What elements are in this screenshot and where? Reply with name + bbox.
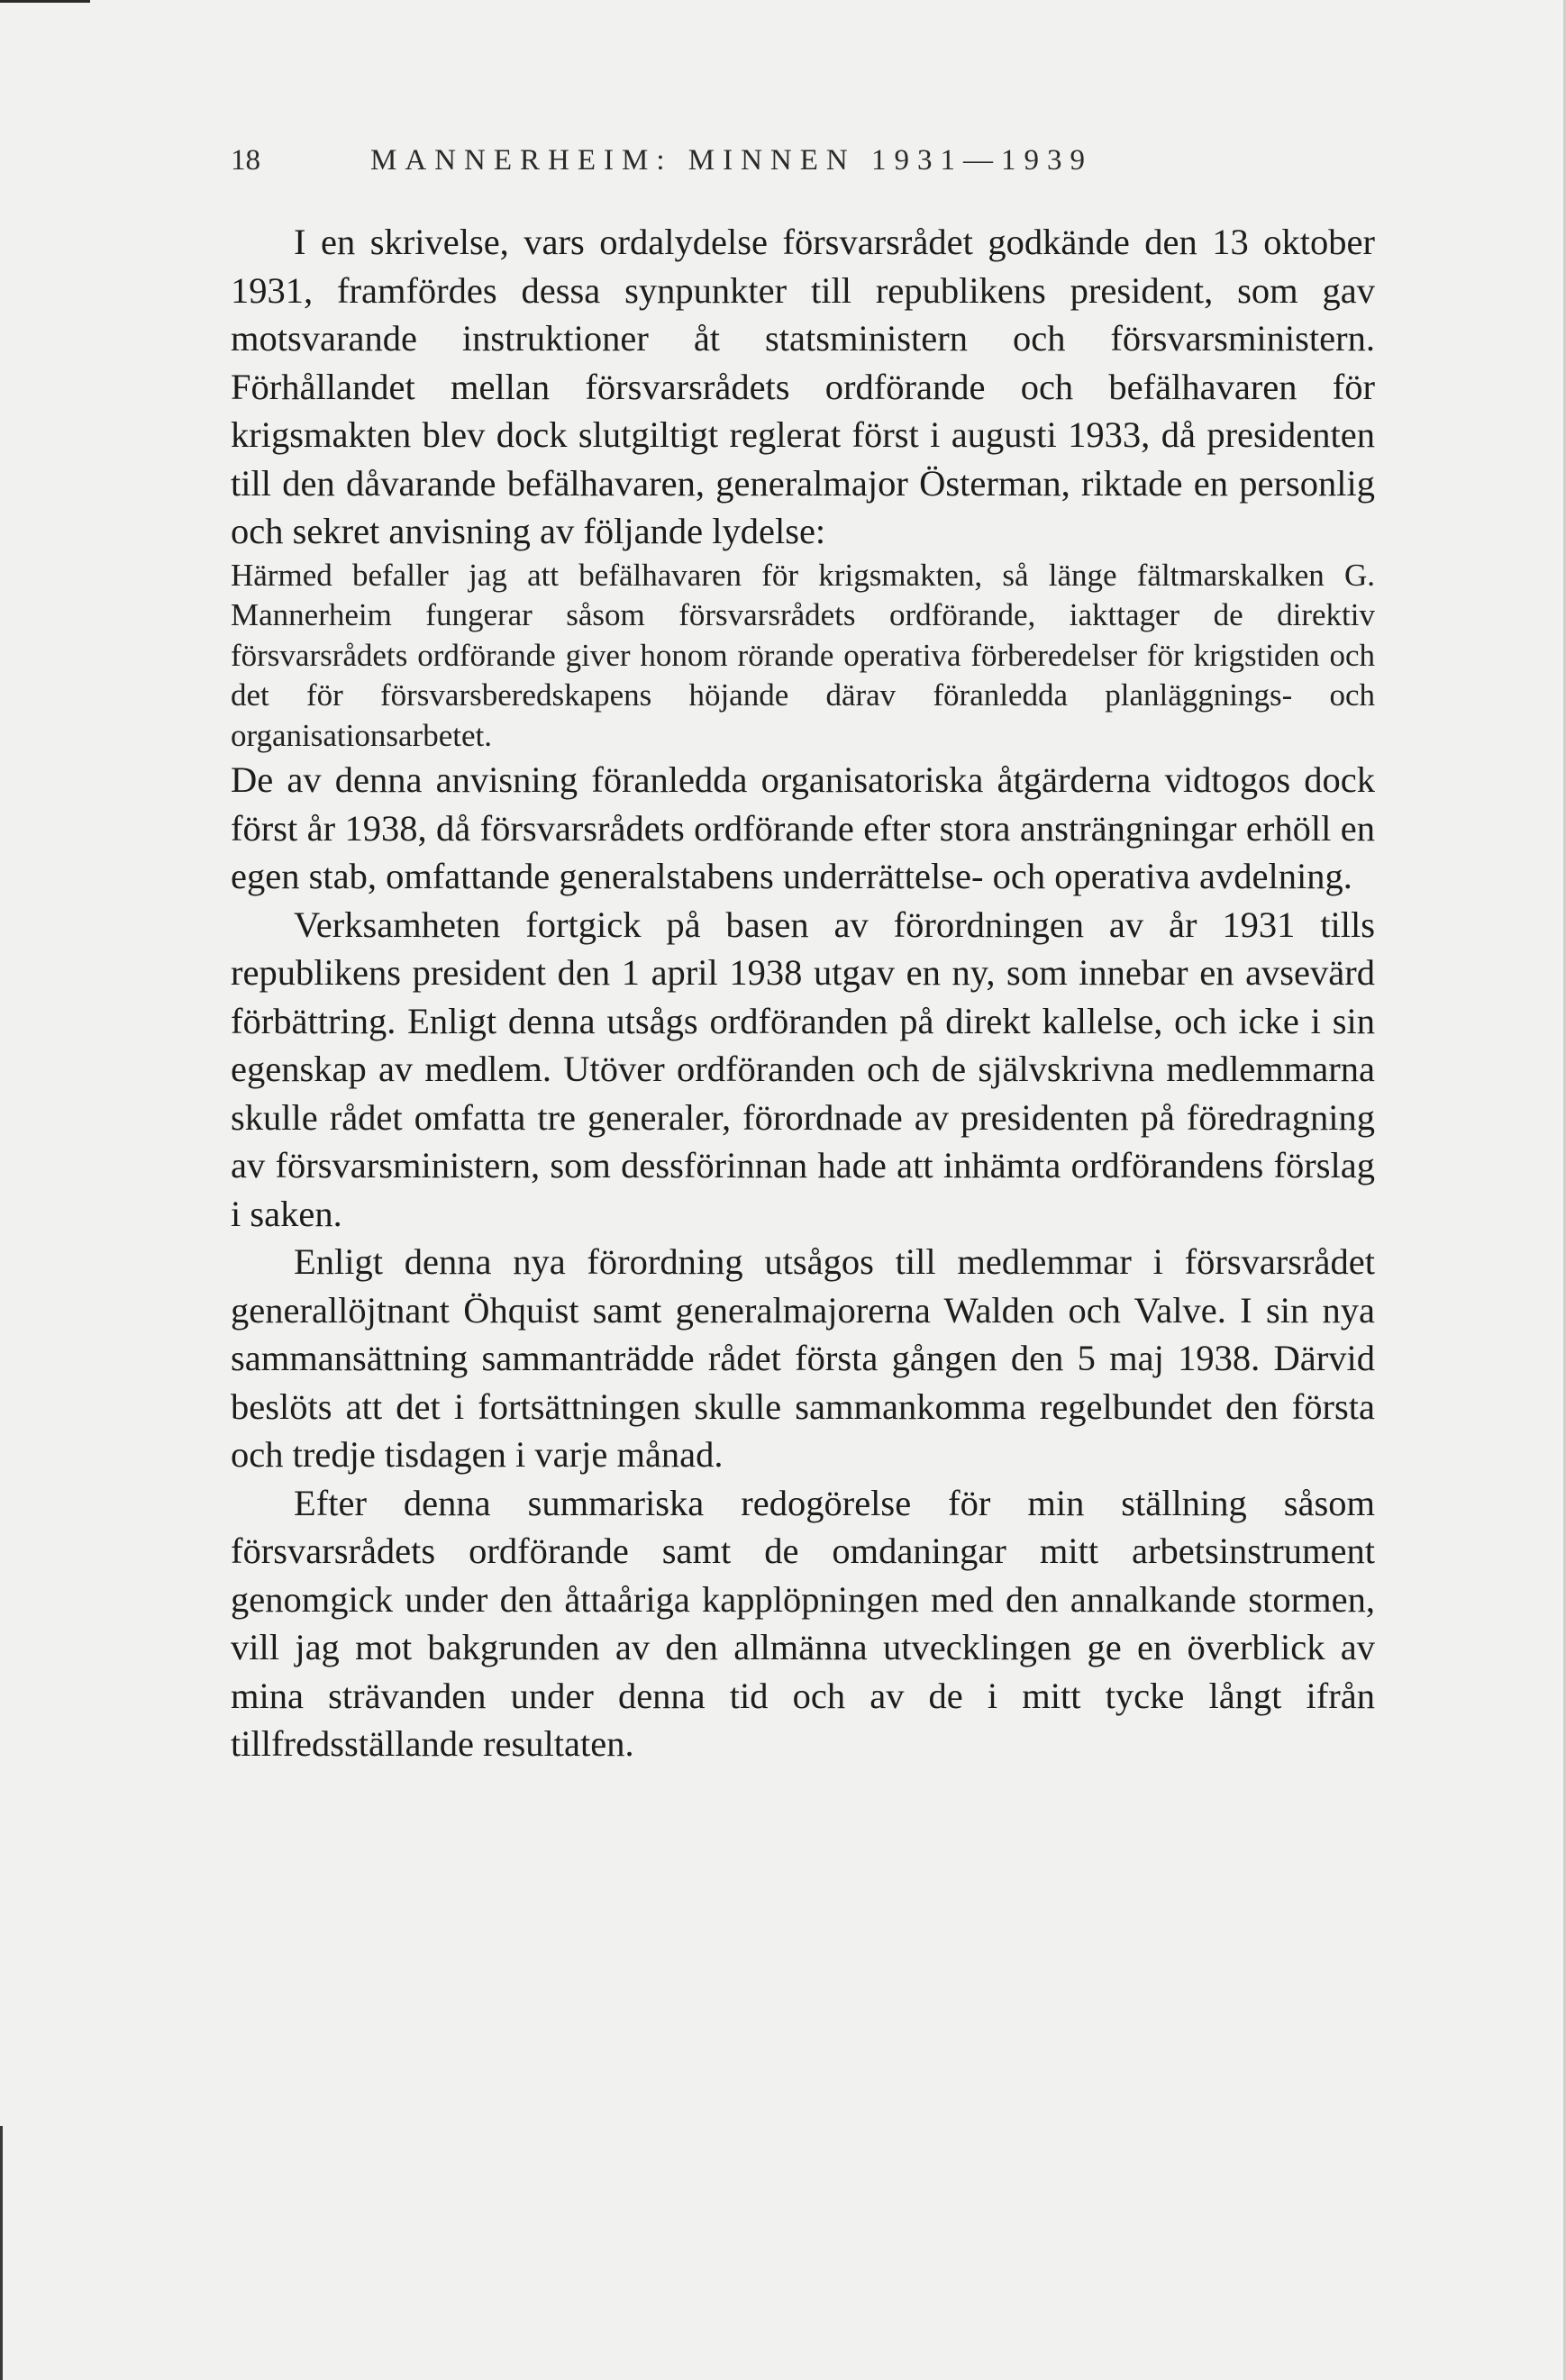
scan-edge-left [0,2126,3,2380]
paragraph-1: I en skrivelse, vars ordalydelse försvarsrådet godkände den 13 oktober 1931, framfördes dessa synpunkter till republikens president, som gav motsvarande instruktioner åt statsministern och försvarsministern. Förhållandet mellan försvarsrådets ordförande och befälhavaren för krigsmakten blev dock slutgiltigt reglerat först i augusti 1933, då presidenten till den dåvarande befälhavaren, generalmajor Österman, riktade en personlig och sekret anvisning av följande lydelse: [231,222,1375,551]
scan-edge-top [0,0,90,3]
paragraph-4: Enligt denna nya förordning utsågos till medlemmar i försvarsrådet generallöjtnant Öhquist samt generalmajorerna Walden och Valve. I sin nya sammansättning sammanträdde rådet första gången den 5 maj 1938. Därvid beslöts att det i fortsättningen skulle sammankomma regelbundet den första och tredje tisdagen i varje månad. [231,1241,1375,1475]
body-text [231,218,1375,1768]
running-head-title: MANNERHEIM: MINNEN 1931—1939 [370,144,1093,177]
paragraph-3: Verksamheten fortgick på basen av förordningen av år 1931 tills republikens president den 1 april 1938 utgav en ny, som innebar en avsevärd förbättring. Enligt denna utsågs ordföranden på direkt kallelse, och icke i sin egenskap av medlem. Utöver ordföranden och de självskrivna medlemmarna skulle rådet omfatta tre generaler, förordnade av presidenten på föredragning av försvarsministern, som dessförinnan hade att inhämta ordförandens förslag i saken. [231,904,1375,1234]
block-quote: Härmed befaller jag att befälhavaren för krigsmakten, så länge fältmarskalken G. Mannerheim fungerar såsom försvarsrådets ordförande, iakttager de direktiv försvarsrådets ordförande giver honom rörande operativa förberedelser för krigstiden och det för försvarsberedskapens höjande därav föranledda planläggnings- och organisationsarbetet. [231,557,1375,753]
paragraph-2: De av denna anvisning föranledda organisatoriska åtgärderna vidtogos dock först år 1938, då försvarsrådets ordförande efter stora ansträngningar erhöll en egen stab, omfattande generalstabens underrättelse- och operativa avdelning. [231,759,1375,896]
paragraph-5: Efter denna summariska redogörelse för min ställning såsom försvarsrådets ordförande samt de omdaningar mitt arbetsinstrument genomgick under den åttaåriga kapplöpningen med den annalkande stormen, vill jag mot bakgrunden av den allmänna utvecklingen ge en överblick av mina strävanden under denna tid och av de i mitt tycke långt ifrån tillfredsställande resultaten. [231,1482,1375,1764]
book-page [231,144,1375,1768]
running-head [231,144,1375,207]
page-number: 18 [231,144,260,177]
